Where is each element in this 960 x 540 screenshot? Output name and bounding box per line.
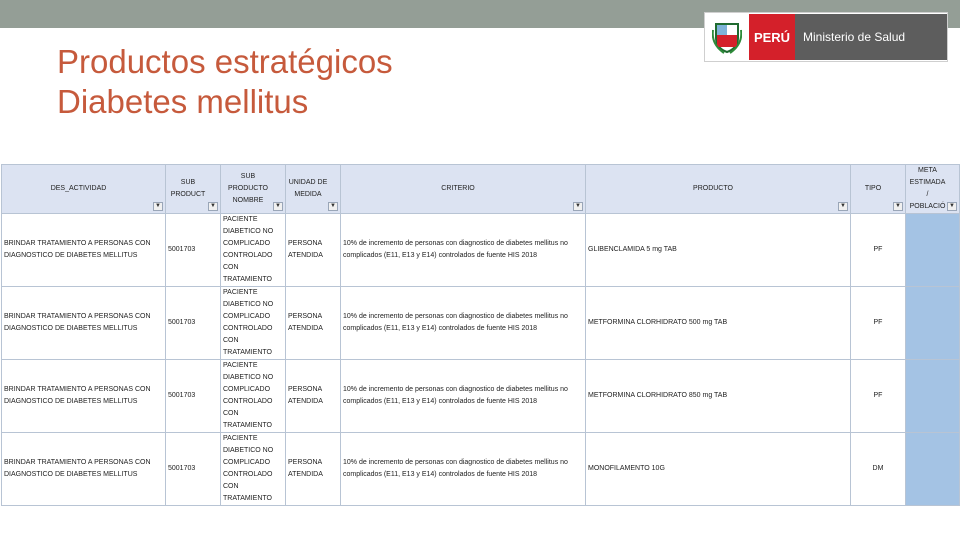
cell-meta[interactable] — [906, 433, 960, 506]
dropdown-arrow-icon[interactable]: ▼ — [328, 202, 338, 211]
cell-criterio[interactable]: 10% de incremento de personas con diagnostico de diabetes mellitus no complicados (E11, E13 y E14) controlados de fuente HIS 2018 — [341, 287, 586, 360]
table-row — [2, 360, 960, 433]
dropdown-arrow-icon[interactable]: ▼ — [947, 202, 957, 211]
cell-producto[interactable]: METFORMINA CLORHIDRATO 500 mg TAB — [586, 287, 851, 360]
cell-sub-producto[interactable]: 5001703 — [166, 433, 221, 506]
cell-criterio[interactable]: 10% de incremento de personas con diagnostico de diabetes mellitus no complicados (E11, E13 y E14) controlados de fuente HIS 2018 — [341, 433, 586, 506]
cell-producto[interactable]: GLIBENCLAMIDA 5 mg TAB — [586, 214, 851, 287]
cell-tipo[interactable]: DM — [851, 433, 906, 506]
peru-label: PERÚ — [749, 14, 795, 60]
table-header-row — [2, 165, 960, 214]
table-row — [2, 433, 960, 506]
cell-actividad[interactable]: BRINDAR TRATAMIENTO A PERSONAS CON DIAGNOSTICO DE DIABETES MELLITUS — [2, 360, 166, 433]
cell-sub-producto[interactable]: 5001703 — [166, 360, 221, 433]
products-table — [1, 164, 960, 506]
cell-criterio[interactable]: 10% de incremento de personas con diagnostico de diabetes mellitus no complicados (E11, E13 y E14) controlados de fuente HIS 2018 — [341, 360, 586, 433]
cell-unidad[interactable]: PERSONA ATENDIDA — [286, 214, 341, 287]
cell-sub-producto-nombre[interactable]: PACIENTE DIABETICO NO COMPLICADO CONTROLADO CON TRATAMIENTO — [221, 214, 286, 287]
dropdown-arrow-icon[interactable]: ▼ — [573, 202, 583, 211]
header-meta[interactable]: META ESTIMADA / POBLACIÓ ▼ — [906, 165, 960, 214]
cell-unidad[interactable]: PERSONA ATENDIDA — [286, 433, 341, 506]
table-row — [2, 287, 960, 360]
cell-actividad[interactable]: BRINDAR TRATAMIENTO A PERSONAS CON DIAGNOSTICO DE DIABETES MELLITUS — [2, 214, 166, 287]
cell-sub-producto-nombre[interactable]: PACIENTE DIABETICO NO COMPLICADO CONTROLADO CON TRATAMIENTO — [221, 360, 286, 433]
slide-title — [57, 42, 393, 122]
header-des-actividad[interactable]: DES_ACTIVIDAD ▼ — [2, 165, 166, 214]
cell-sub-producto-nombre[interactable]: PACIENTE DIABETICO NO COMPLICADO CONTROLADO CON TRATAMIENTO — [221, 287, 286, 360]
cell-criterio[interactable]: 10% de incremento de personas con diagnostico de diabetes mellitus no complicados (E11, E13 y E14) controlados de fuente HIS 2018 — [341, 214, 586, 287]
cell-meta[interactable] — [906, 287, 960, 360]
ministry-logo — [704, 12, 948, 62]
cell-tipo[interactable]: PF — [851, 214, 906, 287]
header-tipo[interactable]: TIPO ▼ — [851, 165, 906, 214]
cell-meta[interactable] — [906, 214, 960, 287]
cell-sub-producto[interactable]: 5001703 — [166, 214, 221, 287]
dropdown-arrow-icon[interactable]: ▼ — [153, 202, 163, 211]
header-producto[interactable]: PRODUCTO ▼ — [586, 165, 851, 214]
table-row — [2, 214, 960, 287]
cell-unidad[interactable]: PERSONA ATENDIDA — [286, 360, 341, 433]
dropdown-arrow-icon[interactable]: ▼ — [838, 202, 848, 211]
cell-tipo[interactable]: PF — [851, 287, 906, 360]
title-line-1: Productos estratégicos — [57, 43, 393, 80]
dropdown-arrow-icon[interactable]: ▼ — [273, 202, 283, 211]
cell-actividad[interactable]: BRINDAR TRATAMIENTO A PERSONAS CON DIAGNOSTICO DE DIABETES MELLITUS — [2, 433, 166, 506]
coat-of-arms-icon — [705, 14, 749, 60]
cell-meta[interactable] — [906, 360, 960, 433]
title-line-2: Diabetes mellitus — [57, 83, 309, 120]
cell-sub-producto[interactable]: 5001703 — [166, 287, 221, 360]
header-sub-producto[interactable]: SUB PRODUCT ▼ — [166, 165, 221, 214]
cell-unidad[interactable]: PERSONA ATENDIDA — [286, 287, 341, 360]
dropdown-arrow-icon[interactable]: ▼ — [893, 202, 903, 211]
cell-sub-producto-nombre[interactable]: PACIENTE DIABETICO NO COMPLICADO CONTROLADO CON TRATAMIENTO — [221, 433, 286, 506]
cell-producto[interactable]: METFORMINA CLORHIDRATO 850 mg TAB — [586, 360, 851, 433]
cell-actividad[interactable]: BRINDAR TRATAMIENTO A PERSONAS CON DIAGNOSTICO DE DIABETES MELLITUS — [2, 287, 166, 360]
dropdown-arrow-icon[interactable]: ▼ — [208, 202, 218, 211]
header-unidad-medida[interactable]: UNIDAD DE MEDIDA ▼ — [286, 165, 341, 214]
cell-tipo[interactable]: PF — [851, 360, 906, 433]
header-criterio[interactable]: CRITERIO ▼ — [341, 165, 586, 214]
cell-producto[interactable]: MONOFILAMENTO 10G — [586, 433, 851, 506]
header-sub-producto-nombre[interactable]: SUB PRODUCTO NOMBRE ▼ — [221, 165, 286, 214]
ministry-name: Ministerio de Salud — [795, 14, 947, 60]
